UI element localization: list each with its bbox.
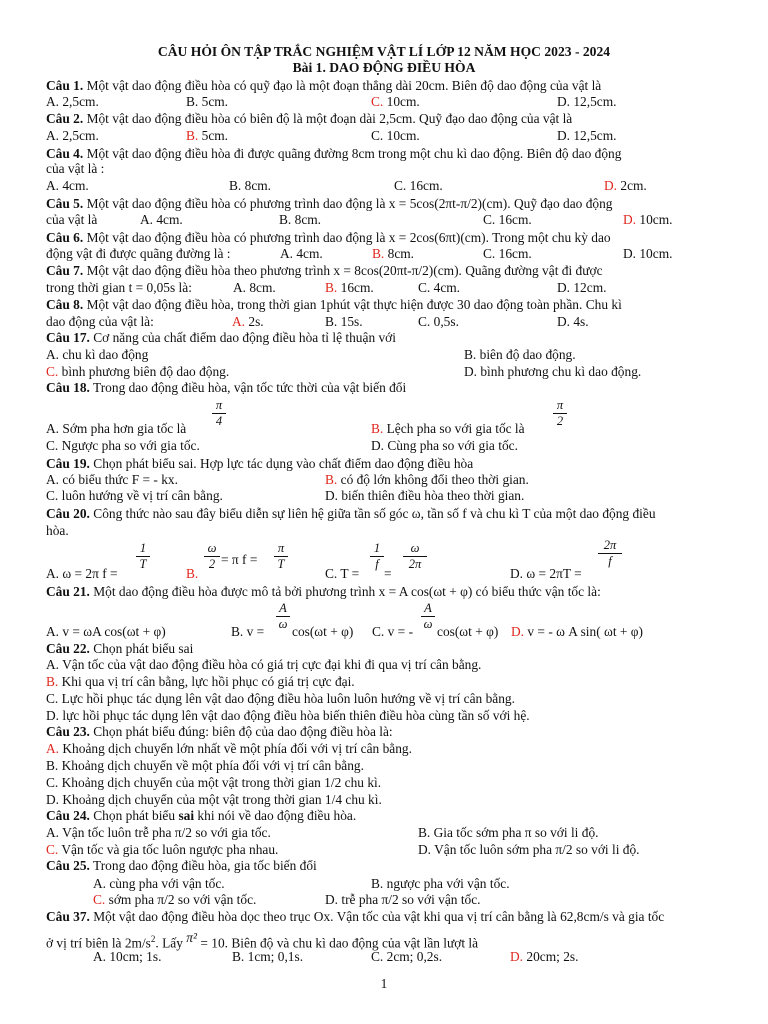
- question-37-cont: ở vị trí biên là $2m/s^2$. Lấy π² = 10. Biên độ và chu kì dao động của vật lần lượt là: [46, 930, 479, 951]
- q6-option-b: B. 8cm.: [372, 246, 415, 261]
- q5-option-c: C. 16cm.: [483, 212, 532, 227]
- question-18: Câu 18. Trong dao động điều hòa, vận tốc tức thời của vật biến đổi: [46, 380, 407, 395]
- page-number: 1: [380, 976, 388, 991]
- q20-fraction-b1: ω 2: [204, 541, 220, 572]
- question-5-cont: của vật là: [46, 212, 98, 227]
- q4-option-a: A. 4cm.: [46, 178, 89, 193]
- q25-option-b: B. ngược pha với vận tốc.: [371, 876, 510, 891]
- question-2: Câu 2. Một vật dao động điều hòa có biên độ là một đoạn dài 2,5cm. Quỹ đạo dao động của vật là: [46, 111, 573, 126]
- q4-option-b: B. 8cm.: [229, 178, 272, 193]
- q20-fraction-c2: ω 2π: [403, 541, 427, 572]
- q1-option-d: D. 12,5cm.: [557, 94, 617, 109]
- q18-fraction-b: π 2: [553, 398, 567, 429]
- q17-option-c: C. bình phương biên độ dao động.: [46, 364, 230, 379]
- q21-option-d: D. v = - ω A sin( ωt + φ): [511, 624, 643, 639]
- q21-option-b-tail: cos(ωt + φ): [292, 624, 354, 639]
- lesson-title: Bài 1. DAO ĐỘNG ĐIỀU HÒA: [292, 60, 476, 75]
- q22-option-b: B. Khi qua vị trí cân bằng, lực hồi phục có giá trị cực đại.: [46, 674, 355, 689]
- q4-option-c: C. 16cm.: [394, 178, 443, 193]
- q18-option-b: B. Lệch pha so với gia tốc là: [371, 421, 525, 436]
- question-4: Câu 4. Một vật dao động điều hòa đi được quãng đường 8cm trong một chu kì dao động. Biên độ dao động: [46, 146, 622, 161]
- q20-option-b-mid: = π f =: [221, 552, 258, 567]
- q20-fraction-a: 1 T: [136, 541, 150, 572]
- q19-option-c: C. luôn hướng về vị trí cân bằng.: [46, 488, 223, 503]
- question-7: Câu 7. Một vật dao động điều hòa theo phương trình x = 8cos(20πt-π/2)(cm). Quãng đường vật đi được: [46, 263, 603, 278]
- q6-option-a: A. 4cm.: [280, 246, 323, 261]
- q2-option-a: A. 2,5cm.: [46, 128, 99, 143]
- q8-option-d: D. 4s.: [557, 314, 589, 329]
- q23-option-d: D. Khoảng dịch chuyển của một vật trong thời gian 1/4 chu kì.: [46, 792, 382, 807]
- q21-option-b: B. v =: [231, 624, 265, 639]
- question-1: Câu 1. Một vật dao động điều hòa có quỹ đạo là một đoạn thẳng dài 20cm. Biên độ dao động của vật là: [46, 78, 602, 93]
- q7-option-b: B. 16cm.: [325, 280, 374, 295]
- question-8-cont: dao động của vật là:: [46, 314, 154, 329]
- q8-option-a: A. 2s.: [232, 314, 264, 329]
- q1-option-c: C. 10cm.: [371, 94, 420, 109]
- q17-option-a: A. chu kì dao động: [46, 347, 149, 362]
- q7-option-a: A. 8cm.: [233, 280, 276, 295]
- q37-option-a: A. 10cm; 1s.: [93, 949, 162, 964]
- q20-option-b: B.: [186, 566, 199, 581]
- q5-option-b: B. 8cm.: [279, 212, 322, 227]
- q23-option-c: C. Khoảng dịch chuyển của một vật trong thời gian 1/2 chu kì.: [46, 775, 382, 790]
- q6-option-d: D. 10cm.: [623, 246, 673, 261]
- q20-option-d: D. ω = 2πT =: [510, 566, 582, 581]
- q18-option-a: A. Sớm pha hơn gia tốc là: [46, 421, 187, 436]
- q20-option-a: A. ω = 2π f =: [46, 566, 118, 581]
- q20-fraction-c1: 1 f: [370, 541, 384, 572]
- q24-option-d: D. Vận tốc luôn sớm pha π/2 so với li độ.: [418, 842, 640, 857]
- q18-fraction-a: π 4: [212, 398, 226, 429]
- q2-option-c: C. 10cm.: [371, 128, 420, 143]
- q24-option-c: C. Vận tốc và gia tốc luôn ngược pha nhau.: [46, 842, 279, 857]
- q21-option-c-tail: cos(ωt + φ): [437, 624, 499, 639]
- q23-option-a: A. Khoảng dịch chuyển lớn nhất về một phía đối với vị trí cân bằng.: [46, 741, 412, 756]
- q7-option-d: D. 12cm.: [557, 280, 607, 295]
- q21-option-c: C. v = -: [372, 624, 414, 639]
- question-23: Câu 23. Chọn phát biểu đúng: biên độ của dao động điều hòa là:: [46, 724, 393, 739]
- q22-option-d: D. lực hồi phục tác dụng lên vật dao động điều hòa biến thiên điều hòa cùng tần số với hệ.: [46, 708, 530, 723]
- question-4-cont: của vật là :: [46, 161, 105, 176]
- question-37: Câu 37. Một vật dao động điều hòa dọc theo trục Ox. Vận tốc của vật khi qua vị trí cân bằng là 62,8cm/s và gia tốc: [46, 909, 665, 924]
- question-21: Câu 21. Một dao động điều hòa được mô tả bởi phương trình x = A cos(ωt + φ) có biểu thức vận tốc là:: [46, 584, 601, 599]
- q1-option-b: B. 5cm.: [186, 94, 229, 109]
- q21-fraction-c: A ω: [421, 601, 435, 632]
- question-22: Câu 22. Chọn phát biểu sai: [46, 641, 194, 656]
- q19-option-d: D. biến thiên điều hòa theo thời gian.: [325, 488, 525, 503]
- question-25: Câu 25. Trong dao động điều hòa, gia tốc biến đổi: [46, 858, 317, 873]
- question-24: Câu 24. Chọn phát biểu sai khi nói về dao động điều hòa.: [46, 808, 357, 823]
- question-20-cont: hòa.: [46, 523, 69, 538]
- q5-option-a: A. 4cm.: [140, 212, 183, 227]
- q2-option-b: B. 5cm.: [186, 128, 229, 143]
- question-6: Câu 6. Một vật dao động điều hòa có phương trình dao động là x = 2cos(6πt)(cm). Trong một chu kỳ dao: [46, 230, 611, 245]
- q19-option-b: B. có độ lớn không đổi theo thời gian.: [325, 472, 529, 487]
- q8-option-b: B. 15s.: [325, 314, 363, 329]
- q22-option-a: A. Vận tốc của vật dao động điều hòa có giá trị cực đại khi đi qua vị trí cân bằng.: [46, 657, 482, 672]
- question-20: Câu 20. Công thức nào sau đây biểu diễn sự liên hệ giữa tần số góc ω, tần số f và chu kì T của một dao động điều: [46, 506, 656, 521]
- q18-option-c: C. Ngược pha so với gia tốc.: [46, 438, 200, 453]
- q24-option-b: B. Gia tốc sớm pha π so với li độ.: [418, 825, 599, 840]
- q2-option-d: D. 12,5cm.: [557, 128, 617, 143]
- question-17: Câu 17. Cơ năng của chất điểm dao động điều hòa tỉ lệ thuận với: [46, 330, 396, 345]
- q22-option-c: C. Lực hồi phục tác dụng lên vật dao động điều hòa luôn luôn hướng về vị trí cân bằng.: [46, 691, 515, 706]
- question-8: Câu 8. Một vật dao động điều hòa, trong thời gian 1phút vật thực hiện được 30 dao động toàn phần. Chu kì: [46, 297, 622, 312]
- q4-option-d: D. 2cm.: [604, 178, 647, 193]
- q20-fraction-b2: π T: [274, 541, 288, 572]
- q19-option-a: A. có biểu thức F = - kx.: [46, 472, 178, 487]
- q37-option-c: C. 2cm; 0,2s.: [371, 949, 443, 964]
- q5-option-d: D. 10cm.: [623, 212, 673, 227]
- q20-option-c: C. T =: [325, 566, 360, 581]
- question-19: Câu 19. Chọn phát biểu sai. Hợp lực tác dụng vào chất điểm dao động điều hòa: [46, 456, 474, 471]
- q25-option-a: A. cùng pha với vận tốc.: [93, 876, 225, 891]
- q20-fraction-d: 2π f: [598, 538, 622, 569]
- q23-option-b: B. Khoảng dịch chuyển về một phía đối với vị trí cân bằng.: [46, 758, 364, 773]
- q17-option-d: D. bình phương chu kì dao động.: [464, 364, 642, 379]
- question-5: Câu 5. Một vật dao động điều hòa có phương trình dao động là x = 5cos(2πt-π/2)(cm). Quỹ đạo dao động: [46, 196, 613, 211]
- q7-option-c: C. 4cm.: [418, 280, 461, 295]
- q17-option-b: B. biên độ dao động.: [464, 347, 576, 362]
- q18-option-d: D. Cùng pha so với gia tốc.: [371, 438, 518, 453]
- q25-option-d: D. trễ pha π/2 so với vận tốc.: [325, 892, 481, 907]
- q21-option-a: A. v = ωA cos(ωt + φ): [46, 624, 166, 639]
- q8-option-c: C. 0,5s.: [418, 314, 459, 329]
- q20-option-c-mid: =: [384, 566, 392, 581]
- question-6-cont: động vật đi được quãng đường là :: [46, 246, 231, 261]
- worksheet-title: CÂU HỎI ÔN TẬP TRẮC NGHIỆM VẬT LÍ LỚP 12 NĂM HỌC 2023 - 2024: [157, 44, 611, 59]
- q37-option-b: B. 1cm; 0,1s.: [232, 949, 304, 964]
- q1-option-a: A. 2,5cm.: [46, 94, 99, 109]
- q25-option-c: C. sớm pha π/2 so với vận tốc.: [93, 892, 257, 907]
- q24-option-a: A. Vận tốc luôn trễ pha π/2 so với gia tốc.: [46, 825, 271, 840]
- q6-option-c: C. 16cm.: [483, 246, 532, 261]
- question-7-cont: trong thời gian t = 0,05s là:: [46, 280, 192, 295]
- q21-fraction-b: A ω: [276, 601, 290, 632]
- q37-option-d: D. 20cm; 2s.: [510, 949, 579, 964]
